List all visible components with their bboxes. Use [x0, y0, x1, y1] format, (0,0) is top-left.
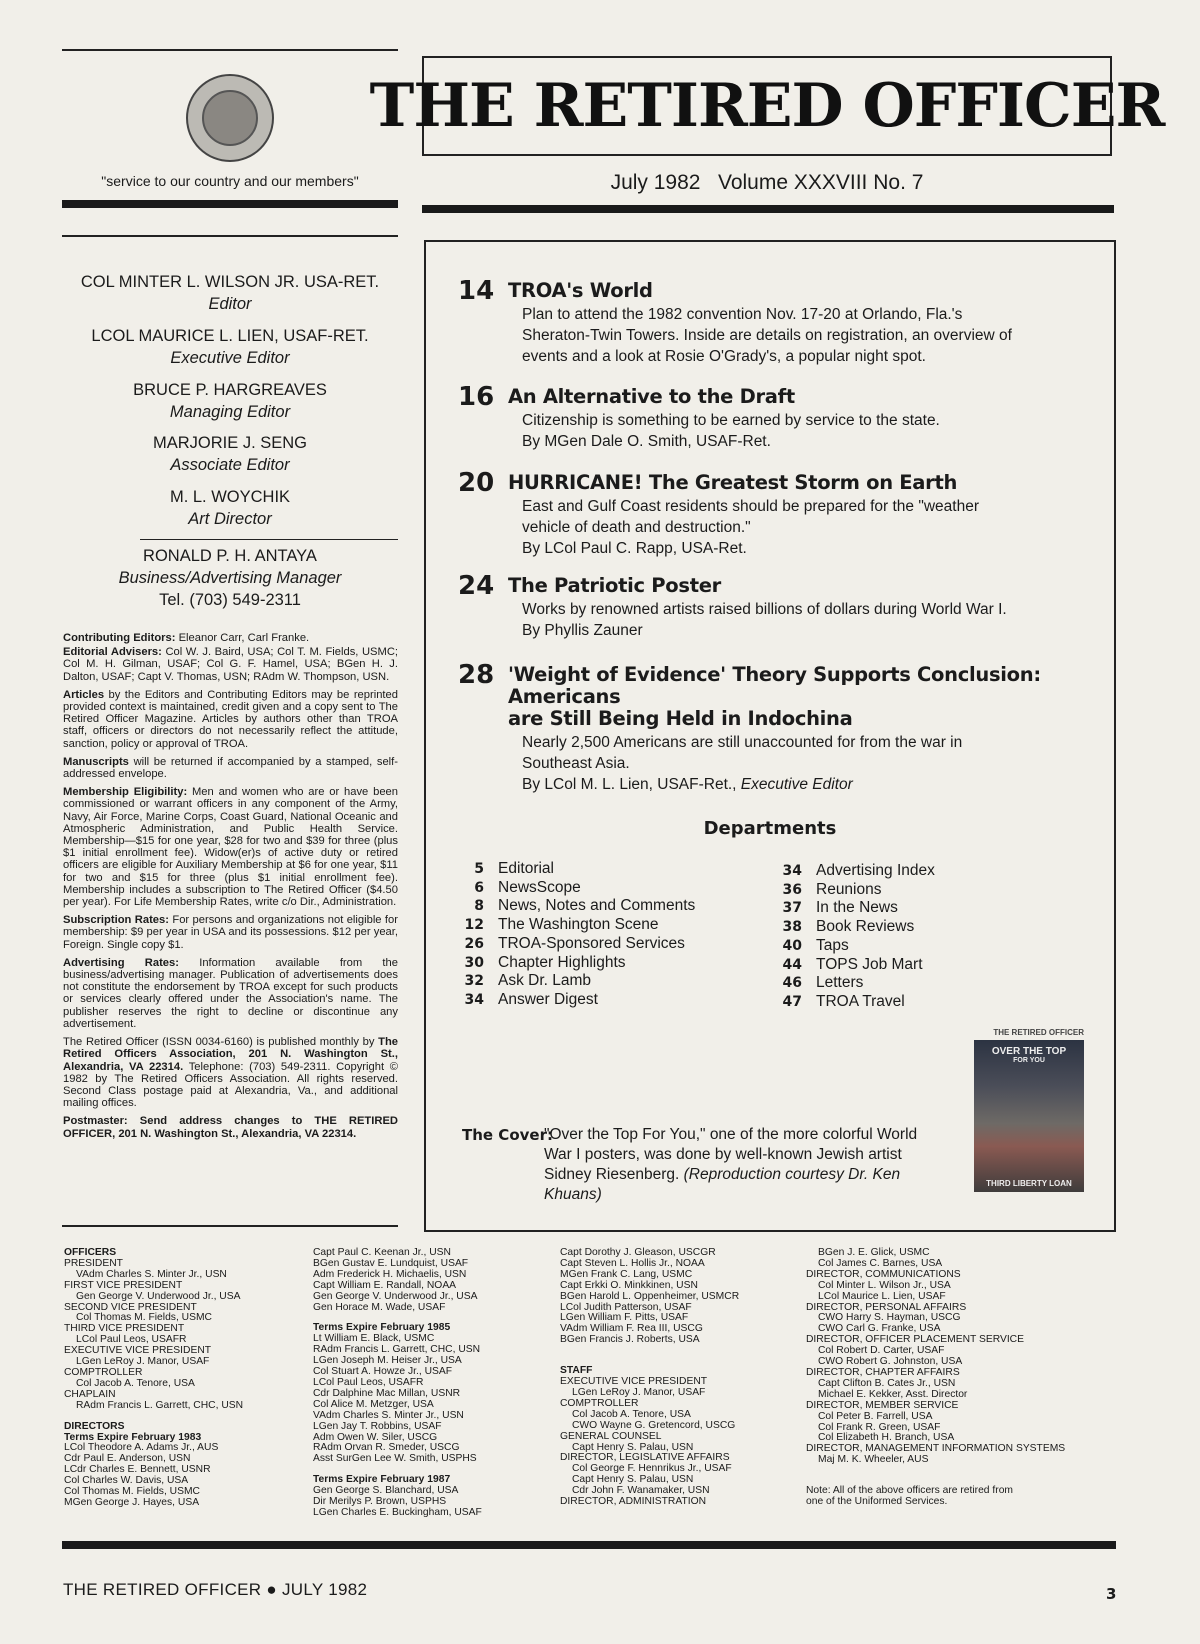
masthead-rule-right	[422, 205, 1114, 213]
officer-line: RAdm Francis L. Garrett, CHC, USN	[76, 1399, 244, 1411]
cover-label: The Cover:	[462, 1126, 553, 1144]
officer-line	[560, 1346, 739, 1356]
officer-line: LGen LeRoy J. Manor, USAF	[572, 1386, 706, 1398]
department-item[interactable]: 36 Reunions	[782, 880, 882, 898]
officer-line: Cdr Paul E. Anderson, USN	[64, 1453, 191, 1465]
staff-business-manager: RONALD P. H. ANTAYA Business/Advertising Manager Tel. (703) 549-2311	[118, 547, 342, 609]
officer-line: LCol Theodore A. Adams Jr., AUS	[64, 1442, 219, 1454]
officer-line: CWO Harry S. Hayman, USCG	[818, 1312, 961, 1324]
department-item[interactable]: 8 News, Notes and Comments	[474, 897, 696, 915]
motto: "service to our country and our members"	[101, 173, 359, 189]
staff-associate-editor: MARJORIE J. SENG Associate Editor	[152, 434, 308, 474]
department-item[interactable]: 44 TOPS Job Mart	[782, 955, 923, 973]
department-item[interactable]: 34 Answer Digest	[464, 990, 598, 1008]
department-item[interactable]: 38 Book Reviews	[782, 918, 915, 936]
article-title: TROA's World	[508, 279, 653, 302]
officer-line: RAdm Francis L. Garrett, CHC, USN	[313, 1344, 481, 1356]
officer-line: DIRECTOR, MEMBER SERVICE	[806, 1399, 959, 1411]
officer-line: CHAPLAIN	[64, 1388, 116, 1400]
officer-line: OFFICERS	[64, 1247, 117, 1258]
officer-line: MGen Frank C. Lang, USMC	[560, 1268, 693, 1280]
officer-line: MGen George J. Hayes, USA	[64, 1496, 200, 1508]
masthead-rule-left	[62, 200, 398, 208]
officer-line: Gen George V. Underwood Jr., USA	[313, 1290, 478, 1302]
article-title: An Alternative to the Draft	[508, 385, 795, 408]
officer-line: Adm Frederick H. Michaelis, USN	[313, 1268, 467, 1280]
article-title: HURRICANE! The Greatest Storm on Earth	[508, 471, 958, 494]
magazine-title-box	[369, 56, 1165, 156]
department-item[interactable]: 37 In the News	[782, 899, 898, 917]
article-20[interactable]: 20 HURRICANE! The Greatest Storm on Earth East and Gulf Coast residents should be prepared for the "weather vehicle of death and destruction." By LCol Paul C. Rapp, USA-Ret.	[458, 472, 1098, 559]
officer-line: Col Elizabeth H. Branch, USA	[818, 1432, 955, 1444]
officer-line: Capt Henry S. Palau, USN	[572, 1441, 694, 1453]
postmaster-notice: Postmaster: Send address changes to THE RETIRED OFFICER, 201 N. Washington St., Alexandria, VA 22314.	[63, 1115, 398, 1140]
officer-line: Lt William E. Black, USMC	[313, 1333, 435, 1345]
officer-line: CWO Wayne G. Gretencord, USCG	[572, 1419, 736, 1431]
officer-line: Dir Merilys P. Brown, USPHS	[313, 1496, 447, 1508]
article-16[interactable]: 16 An Alternative to the Draft Citizenship is something to be earned by service to the state. By MGen Dale O. Smith, USAF-Ret.	[458, 386, 1098, 452]
page-number: 3	[1106, 1585, 1117, 1603]
staff-editor: COL MINTER L. WILSON JR. USA-RET. Editor	[80, 273, 380, 313]
officer-line: PRESIDENT	[64, 1257, 123, 1269]
officer-line: DIRECTOR, CHAPTER AFFAIRS	[806, 1366, 960, 1378]
officer-line: Asst SurGen Lee W. Smith, USPHS	[313, 1453, 477, 1465]
cover-caption: "Over the Top For You," one of the more colorful World War I posters, was done by well-known Jewish artist Sidney Riesenberg. (Reproduction courtesy Dr. Ken Khuans)	[544, 1126, 918, 1203]
officer-line: CWO Carl G. Franke, USA	[818, 1323, 941, 1335]
staff-executive-editor: LCOL MAURICE L. LIEN, USAF-RET. Executive Editor	[91, 327, 369, 367]
officer-line: BGen J. E. Glick, USMC	[818, 1247, 930, 1258]
officer-line: LCol Paul Leos, USAFR	[313, 1376, 424, 1388]
officer-line: LGen Jay T. Robbins, USAF	[313, 1420, 442, 1432]
officer-line: Col Thomas M. Fields, USMC	[76, 1312, 212, 1324]
officer-line: DIRECTOR, COMMUNICATIONS	[806, 1268, 961, 1280]
officer-line: Capt Steven L. Hollis Jr., NOAA	[560, 1257, 705, 1269]
officer-line: Col Alice M. Metzger, USA	[313, 1398, 434, 1410]
officer-line: COMPTROLLER	[64, 1366, 143, 1378]
officer-line: DIRECTOR, OFFICER PLACEMENT SERVICE	[806, 1334, 1024, 1346]
departments-heading: Departments	[703, 818, 837, 839]
officer-line: VAdm Charles S. Minter Jr., USN	[76, 1268, 227, 1280]
officer-line: STAFF	[560, 1365, 593, 1377]
officer-line: VAdm Charles S. Minter Jr., USN	[313, 1409, 464, 1421]
officer-line: Note: All of the above officers are retired from	[806, 1485, 1013, 1497]
officer-line: Col Thomas M. Fields, USMC	[64, 1486, 200, 1498]
article-title: The Patriotic Poster	[508, 574, 721, 597]
article-24[interactable]: 24 The Patriotic Poster Works by renowned artists raised billions of dollars during World War I. By Phyllis Zauner	[458, 575, 1098, 641]
officer-line: Col Jacob A. Tenore, USA	[572, 1408, 691, 1420]
officer-line: Capt Paul C. Keenan Jr., USN	[313, 1247, 451, 1258]
officer-line: Col Minter L. Wilson Jr., USA	[818, 1279, 951, 1291]
footer-text: THE RETIRED OFFICER ● JULY 1982	[63, 1580, 368, 1599]
fine-print: Contributing Editors: Eleanor Carr, Carl Franke. Editorial Advisers: Col W. J. Baird, USA; Col T. M. Fields, USMC; Col M. H. Gilman, USAF; Col G. F. Hamel, USA; BGen H. J. Dalton, USAF; Capt V. Thomas, USN; RAdm W. Thompson, USN. Articles by the Editors and Contributing Editors may be reprinted provided context is maintained, credit given and a copy sent to The Retired Officer Magazine. Articles by authors other than TROA staff, officers or directors do not necessarily reflect the attitude, sanction, policy or approval of TROA. Manuscripts will be returned if accompanied by a stamped, self-addressed envelope. Membership Eligibility: Men and women who are or have been commissioned or warrant officers in any component of the Army, Navy, Air Force, Marine Corps, Coast Guard, National Oceanic and Atmospheric Administration, and Public Health Service. Membership—$15 for one year, $28 for two and $39 for three (plus $1 initial enrollment fee). Widow(er)s of active duty or retired officers are eligible for Auxiliary Membership at $6 for one year, $11 for two and $15 for three (plus $1 initial enrollment fee). Membership includes a subscription to The Retired Officer ($4.50 per year). For Life Membership Rates, write c/o Dir., Administration. Subscription Rates: For persons and organizations not eligible for membership: $9 per year in USA and its possessions. $12 per year, Foreign. Single copy $1. Advertising Rates: Information available from the business/advertising manager. Publication of advertisements does not constitute the endorsement by TROA except for such products or services clearly offered under the Association's name. The publisher reserves the right to decline or discontinue any advertisement. The Retired Officer (ISSN 0034-6160) is published monthly by The Retired Officers Association, 201 N. Washington St., Alexandria, VA 22314. Telephone: (703) 549-2311. Copyright © 1982 by The Retired Officers Association. All rights reserved. Second Class postage paid at Alexandria, Va., and additional mailing offices. Postmaster: Send address changes to THE RETIRED OFFICER, 201 N. Washington St., Alexandria, VA 22314.	[63, 632, 399, 1140]
officer-line: SECOND VICE PRESIDENT	[64, 1301, 197, 1313]
officer-line: RAdm Orvan R. Smeder, USCG	[313, 1442, 460, 1454]
staff-rule-top	[62, 235, 398, 237]
department-item[interactable]: 26 TROA-Sponsored Services	[464, 934, 685, 952]
department-item[interactable]: 5 Editorial	[474, 860, 554, 877]
officer-line: Col Jacob A. Tenore, USA	[76, 1377, 195, 1389]
officer-line: Capt Erkki O. Minkkinen, USN	[560, 1279, 698, 1291]
officer-line: Gen George S. Blanchard, USA	[313, 1485, 459, 1497]
officer-line: Capt Henry S. Palau, USN	[572, 1474, 694, 1486]
officer-line: DIRECTOR, ADMINISTRATION	[560, 1496, 707, 1508]
officer-line: Terms Expire February 1987	[313, 1474, 451, 1486]
staff-managing-editor: BRUCE P. HARGREAVES Managing Editor	[133, 381, 327, 421]
officer-line: Terms Expire February 1985	[313, 1322, 451, 1334]
officer-line: Col James C. Barnes, USA	[818, 1257, 943, 1269]
officer-line: Maj M. K. Wheeler, AUS	[818, 1454, 929, 1466]
bottom-rule	[62, 1541, 1116, 1549]
department-item[interactable]: 34 Advertising Index	[782, 862, 935, 879]
officer-line: Gen George V. Underwood Jr., USA	[76, 1290, 241, 1302]
department-item[interactable]: 30 Chapter Highlights	[464, 953, 626, 971]
officer-line: Michael E. Kekker, Asst. Director	[818, 1388, 968, 1400]
issue-line: July 1982 Volume XXXVIII No. 7	[610, 171, 924, 194]
officers-col-4	[806, 1248, 1065, 1508]
association-seal	[186, 74, 274, 162]
staff-art-director: M. L. WOYCHIK Art Director	[169, 488, 291, 528]
officer-line: one of the Uniformed Services.	[806, 1496, 948, 1508]
officer-line: Terms Expire February 1983	[64, 1431, 202, 1443]
officers-col-3	[560, 1248, 739, 1508]
officer-line: LGen Charles E. Buckingham, USAF	[313, 1506, 482, 1518]
officer-line: EXECUTIVE VICE PRESIDENT	[64, 1345, 212, 1357]
officer-line: Capt Dorothy J. Gleason, USCGR	[560, 1247, 716, 1258]
officer-line: LCol Maurice L. Lien, USAF	[818, 1290, 946, 1302]
officer-line: LCdr Charles E. Bennett, USNR	[64, 1464, 211, 1476]
article-14[interactable]: 14 TROA's World Plan to attend the 1982 convention Nov. 17-20 at Orlando, Fla.'s Sheraton-Twin Towers. Inside are details on registration, an overview of events and a look at Rosie O'Grady's, a popular night spot.	[458, 280, 1098, 367]
top-rule	[62, 49, 398, 51]
officer-line: BGen Gustav E. Lundquist, USAF	[313, 1257, 469, 1269]
officer-line: Col Frank R. Green, USAF	[818, 1421, 941, 1433]
officer-line: DIRECTOR, PERSONAL AFFAIRS	[806, 1301, 967, 1313]
officer-line: GENERAL COUNSEL	[560, 1430, 662, 1442]
officer-line: LGen William F. Pitts, USAF	[560, 1312, 689, 1324]
magazine-title: THE RETIRED OFFICER	[369, 71, 1165, 141]
officer-line: Capt Clifton B. Cates Jr., USN	[818, 1377, 956, 1389]
officer-line: LGen LeRoy J. Manor, USAF	[76, 1356, 210, 1368]
officer-line: DIRECTORS	[64, 1420, 125, 1432]
officer-line: Col Charles W. Davis, USA	[64, 1475, 189, 1487]
officer-line: BGen Harold L. Oppenheimer, USMCR	[560, 1290, 740, 1302]
officer-line: Col Peter B. Farrell, USA	[818, 1410, 933, 1422]
officer-line: LCol Paul Leos, USAFR	[76, 1334, 187, 1346]
officer-line: Col Robert D. Carter, USAF	[818, 1345, 945, 1357]
officer-line: Col George F. Hennrikus Jr., USAF	[572, 1463, 732, 1475]
officer-line: CWO Robert G. Johnston, USA	[818, 1356, 963, 1368]
department-item[interactable]: 6 NewsScope	[474, 878, 581, 896]
officer-line: Adm Owen W. Siler, USCG	[313, 1431, 438, 1443]
department-item[interactable]: 12 The Washington Scene	[464, 916, 659, 934]
department-item[interactable]: 32 Ask Dr. Lamb	[464, 972, 592, 990]
officer-line: THIRD VICE PRESIDENT	[64, 1323, 185, 1335]
cover-thumbnail: THE RETIRED OFFICER OVER THE TOP FOR YOU THIRD LIBERTY LOAN	[958, 1028, 1084, 1198]
officers-col-2	[313, 1248, 482, 1519]
officer-line	[806, 1466, 1065, 1476]
officer-line: Capt William E. Randall, NOAA	[313, 1279, 457, 1291]
officer-line: DIRECTOR, MANAGEMENT INFORMATION SYSTEMS	[806, 1443, 1066, 1455]
officer-line: VAdm William F. Rea III, USCG	[560, 1323, 703, 1335]
officer-line: Cdr John F. Wanamaker, USN	[572, 1485, 710, 1497]
article-title: 'Weight of Evidence' Theory Supports Conclusion: Americans are Still Being Held in Indochina	[508, 663, 1041, 730]
officer-line: LGen Joseph M. Heiser Jr., USA	[313, 1355, 462, 1367]
officers-rule-top	[62, 1225, 398, 1227]
staff-divider	[140, 539, 398, 540]
officer-line: Cdr Dalphine Mac Millan, USNR	[313, 1387, 461, 1399]
officer-line: BGen Francis J. Roberts, USA	[560, 1334, 700, 1346]
officer-line: Gen Horace M. Wade, USAF	[313, 1301, 446, 1313]
officer-line: Col Stuart A. Howze Jr., USAF	[313, 1366, 453, 1378]
officer-line: EXECUTIVE VICE PRESIDENT	[560, 1376, 708, 1388]
departments-left	[454, 860, 695, 1010]
officers-col-1	[64, 1248, 243, 1509]
department-item[interactable]: 47 TROA Travel	[782, 992, 905, 1010]
officer-line: FIRST VICE PRESIDENT	[64, 1279, 183, 1291]
officer-line: COMPTROLLER	[560, 1397, 639, 1409]
officer-line: DIRECTOR, LEGISLATIVE AFFAIRS	[560, 1452, 730, 1464]
department-item[interactable]: 40 Taps	[782, 936, 849, 954]
officer-line: LCol Judith Patterson, USAF	[560, 1301, 692, 1313]
departments-right	[772, 862, 935, 1012]
article-28[interactable]: 28 'Weight of Evidence' Theory Supports Conclusion: Americans are Still Being Held in Indochina Nearly 2,500 Americans are still unaccounted for from the war in Southeast Asia. By LCol M. L. Lien, USAF-Ret., Executive Editor	[458, 664, 1098, 795]
department-item[interactable]: 46 Letters	[782, 974, 864, 992]
